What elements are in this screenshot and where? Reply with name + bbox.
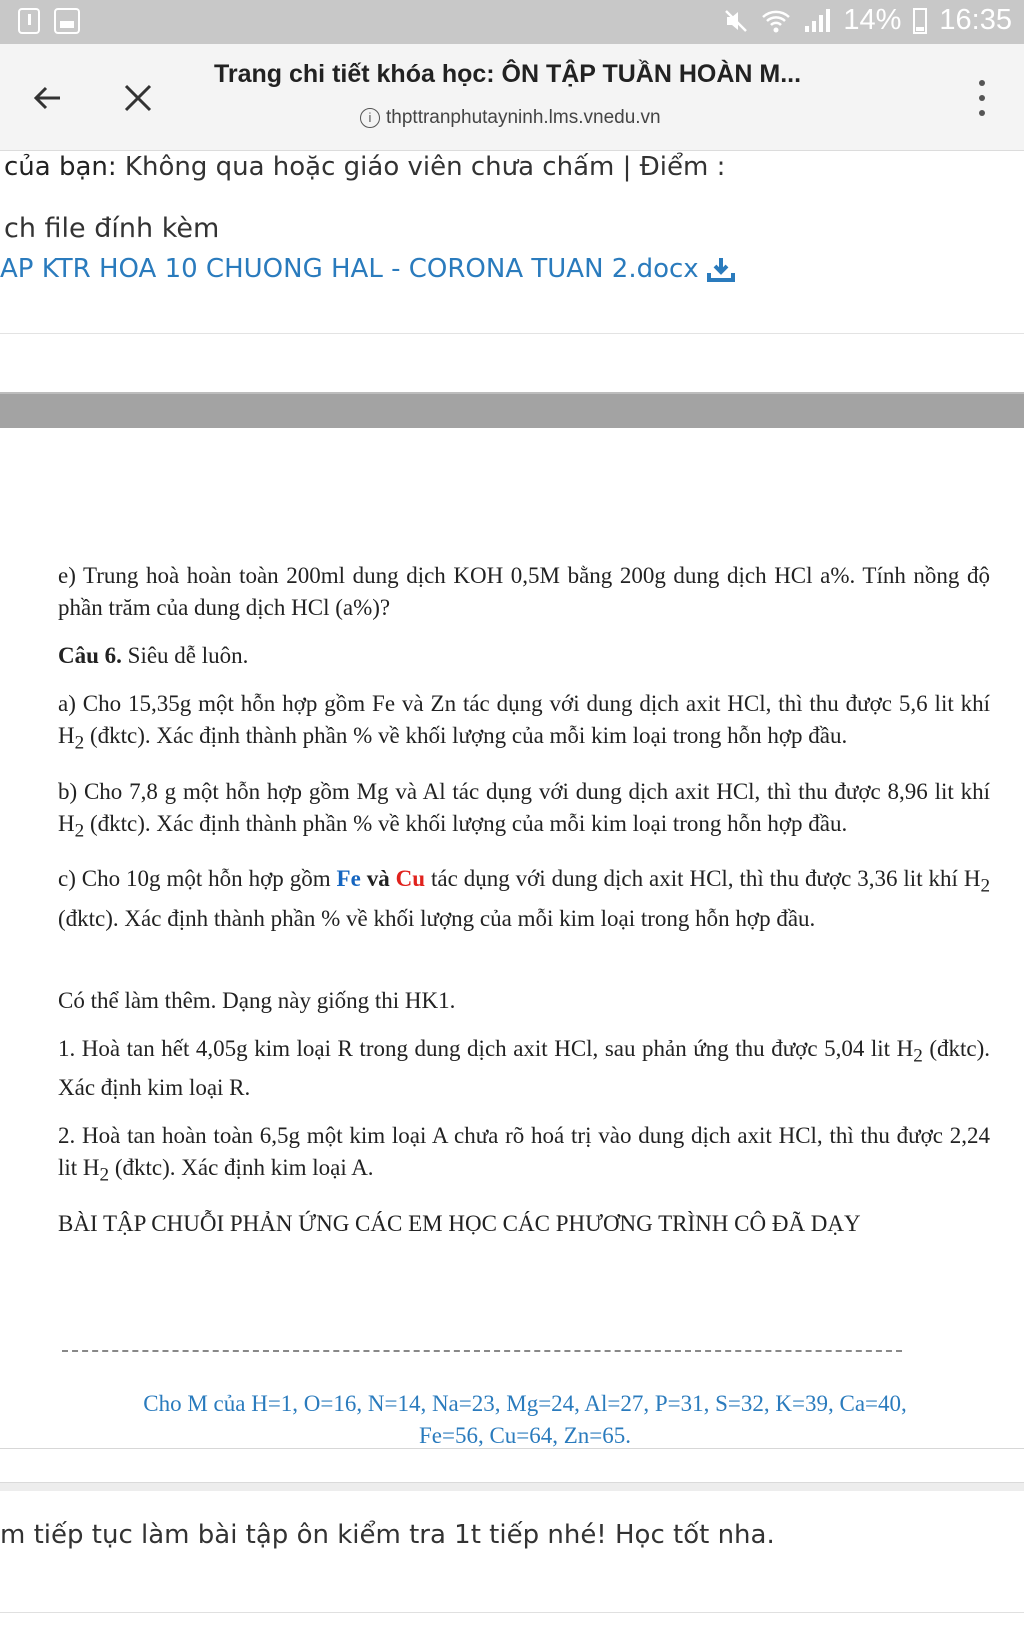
battery-icon (913, 8, 927, 34)
q6c-cu: Cu (395, 866, 426, 892)
ex2-text: 2. Hoà tan hoàn toàn 6,5g một kim loại A chưa rõ hoá trị vào dung dịch axit HCl, thì thu được 2,24 lit H (58, 1123, 990, 1181)
ex1-text-end: (đktc). Xác định kim loại R. (58, 1035, 990, 1101)
download-icon[interactable] (707, 256, 735, 282)
more-menu-icon[interactable] (972, 76, 992, 120)
question-6c (58, 863, 990, 935)
extra-question-1 (58, 1033, 990, 1105)
attachment-link[interactable] (0, 254, 735, 284)
image-notification-icon (54, 8, 80, 34)
clock: 16:35 (939, 4, 1012, 36)
signal-icon (803, 8, 831, 34)
result-value: Không qua hoặc giáo viên chưa chấm | Điểm : (116, 152, 726, 182)
assignment-document (58, 560, 990, 1256)
extra-question-2 (58, 1120, 990, 1192)
ex1-sub: 2 (913, 1045, 923, 1067)
submission-result (4, 152, 725, 182)
q6b-text: b) Cho 7,8 g một hỗn hợp gồm Mg và Al tác dụng với dung dịch axit HCl, thì thu được 8,96 lit khí H (58, 778, 990, 836)
result-label: của bạn: (4, 152, 117, 182)
section-separator (0, 392, 1024, 428)
q6a-text-end: (đktc). Xác định thành phần % về khối lượng của mỗi kim loại trong hỗn hợp đầu. (84, 723, 848, 748)
q6c-text-mid: tác dụng với dung dịch axit HCl, thì thu được 3,36 lit khí H (425, 866, 981, 892)
mute-icon (723, 8, 749, 34)
atomic-masses-line-1: Cho M của H=1, O=16, N=14, Na=23, Mg=24, Al=27, P=31, S=32, K=39, Ca=40, (143, 1391, 907, 1416)
section-separator (0, 1482, 1024, 1491)
chain-reaction-heading: BÀI TẬP CHUỖI PHẢN ỨNG CÁC EM HỌC CÁC PHƯƠNG TRÌNH CÔ ĐÃ DẠY (58, 1210, 861, 1236)
divider (0, 1612, 1024, 1613)
question-6-text: Siêu dễ luôn. (121, 643, 249, 668)
question-e: e) Trung hoà hoàn toàn 200ml dung dịch KOH 0,5M bằng 200g dung dịch HCl a%. Tính nồng độ phần trăm của dung dịch HCl (a%)? (58, 563, 990, 620)
question-6b (58, 776, 990, 848)
battery-percent: 14% (843, 4, 902, 36)
url-display[interactable] (360, 107, 661, 129)
divider (0, 1448, 1024, 1449)
q6a-sub: 2 (74, 732, 85, 754)
atomic-masses (40, 1388, 1010, 1452)
dashed-divider (62, 1350, 902, 1352)
question-6-heading (58, 640, 990, 672)
back-arrow-icon[interactable] (24, 74, 72, 122)
info-icon[interactable]: i (360, 108, 380, 128)
attachments-heading: ch file đính kèm (4, 213, 220, 244)
q6c-and: và (360, 866, 396, 892)
q6b-text-end: (đktc). Xác định thành phần % về khối lượng của mỗi kim loại trong hỗn hợp đầu. (84, 810, 848, 836)
ex1-text: 1. Hoà tan hết 4,05g kim loại R trong dung dịch axit HCl, sau phản ứng thu được 5,04 lit H (58, 1035, 914, 1061)
q6c-sub: 2 (980, 875, 991, 897)
divider (0, 333, 1024, 334)
ex2-text-end: (đktc). Xác định kim loại A. (109, 1155, 374, 1181)
url-text: thpttranphutayninh.lms.vnedu.vn (386, 107, 661, 128)
q6c-text: c) Cho 10g một hỗn hợp gồm (58, 866, 337, 892)
teacher-message: m tiếp tục làm bài tập ôn kiểm tra 1t tiếp nhé! Học tốt nha. (0, 1520, 775, 1550)
close-icon[interactable] (114, 74, 162, 122)
browser-toolbar (0, 44, 1024, 151)
ex2-sub: 2 (99, 1164, 110, 1186)
q6a-text: a) Cho 15,35g một hỗn hợp gồm Fe và Zn tác dụng với dung dịch axit HCl, thì thu được 5,6 lit khí H (58, 691, 990, 748)
question-6-label: Câu 6. (58, 643, 122, 668)
atomic-masses-line-2: Fe=56, Cu=64, Zn=65. (418, 1423, 632, 1448)
status-bar (0, 0, 1024, 44)
question-6a (58, 688, 990, 760)
q6c-text-end: (đktc). Xác định thành phần % về khối lượng của mỗi kim loại trong hỗn hợp đầu. (58, 905, 816, 931)
q6b-sub: 2 (74, 820, 85, 842)
wifi-icon (761, 8, 791, 34)
alert-icon (18, 8, 40, 34)
attachment-filename[interactable]: AP KTR HOA 10 CHUONG HAL - CORONA TUAN 2.docx (0, 254, 699, 284)
extra-intro: Có thể làm thêm. Dạng này giống thi HK1. (58, 987, 456, 1013)
q6c-fe: Fe (336, 866, 361, 892)
page-title: Trang chi tiết khóa học: ÔN TẬP TUẦN HOÀN M... (214, 60, 802, 88)
